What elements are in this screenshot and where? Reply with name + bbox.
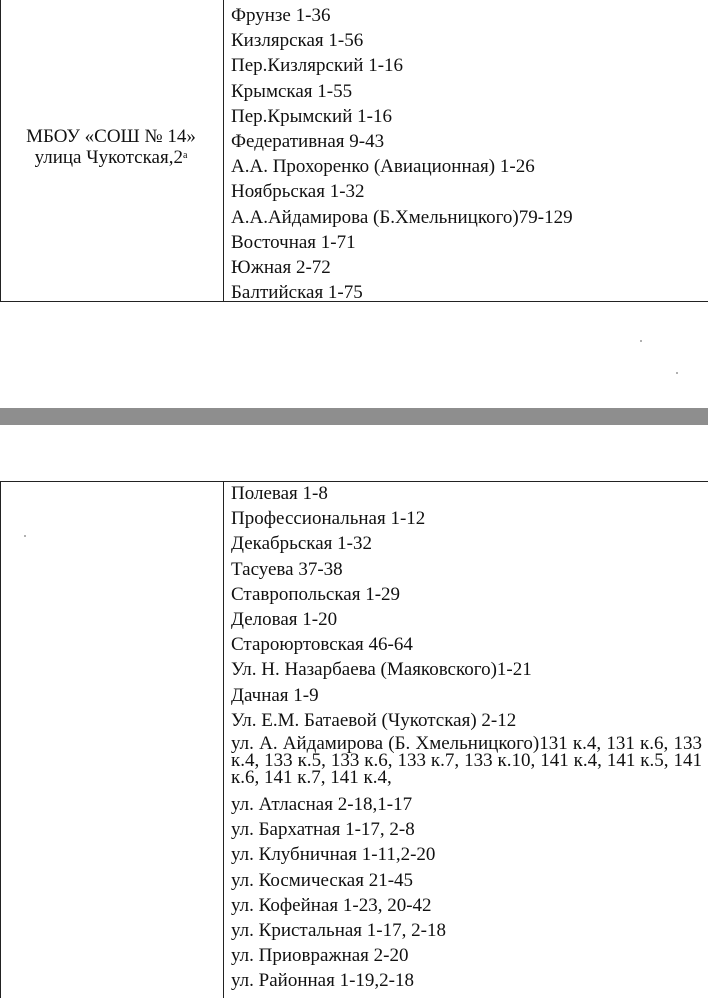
- table-column-divider: [223, 481, 224, 998]
- street-list: [231, 481, 702, 994]
- list-item: Тасуева 37-38: [231, 558, 343, 580]
- list-item: Ул. Е.М. Батаевой (Чукотская) 2-12: [231, 709, 517, 731]
- list-item: Ул. Н. Назарбаева (Маяковского)1-21: [231, 659, 532, 681]
- list-item: Южная 2-72: [231, 257, 331, 279]
- table-border-left: [0, 481, 1, 998]
- list-item: ул. А. Айдамирова (Б. Хмельницкого)131 к.4, 131 к.6, 133 к.4, 133 к.5, 133 к.6, 133 к.7, 133 к.10, 141 к.4, 141 к.5, 141 к.6, 141 к.7, 141 к.4,: [231, 733, 702, 789]
- list-item: А.А. Прохоренко (Авиационная) 1-26: [231, 156, 535, 178]
- list-item: ул. Клубничная 1-11,2-20: [231, 844, 436, 866]
- document-page-2: [0, 425, 708, 998]
- list-item: Крымская 1-55: [231, 80, 353, 102]
- list-item: Дачная 1-9: [231, 684, 319, 706]
- list-item: ул. Космическая 21-45: [231, 869, 414, 891]
- scan-speck: [640, 340, 642, 342]
- list-item: Староюртовская 46-64: [231, 634, 413, 656]
- table-column-divider: [223, 0, 224, 302]
- school-cell: [2, 126, 220, 168]
- list-item: Федеративная 9-43: [231, 131, 385, 153]
- list-item: ул. Атласная 2-18,1-17: [231, 794, 413, 816]
- list-item: Пер.Крымский 1-16: [231, 105, 392, 127]
- scan-speck: [24, 535, 26, 537]
- table-border-left: [0, 0, 1, 302]
- street-list: [231, 3, 702, 305]
- list-item: Кизлярская 1-56: [231, 30, 364, 52]
- page-separator: [0, 408, 708, 425]
- list-item: Пер.Кизлярский 1-16: [231, 55, 404, 77]
- list-item: ул. Бархатная 1-17, 2-8: [231, 819, 415, 841]
- list-item: ул. Приовражная 2-20: [231, 945, 409, 967]
- list-item: Полевая 1-8: [231, 483, 328, 504]
- list-item: Деловая 1-20: [231, 609, 338, 631]
- school-name: МБОУ «СОШ № 14»: [26, 126, 196, 147]
- list-item: ул. Кристальная 1-17, 2-18: [231, 920, 446, 942]
- list-item: Ноябрьская 1-32: [231, 181, 365, 203]
- list-item: Декабрьская 1-32: [231, 533, 372, 555]
- list-item: А.А.Айдамирова (Б.Хмельницкого)79-129: [231, 206, 573, 228]
- list-item: Ставропольская 1-29: [231, 583, 401, 605]
- list-item: Фрунзе 1-36: [231, 5, 331, 26]
- list-item: Восточная 1-71: [231, 231, 356, 253]
- list-item: Балтийская 1-75: [231, 282, 363, 304]
- scan-speck: [676, 372, 678, 374]
- address-superscript: а: [182, 150, 188, 161]
- list-item: Профессиональная 1-12: [231, 508, 426, 530]
- school-address: улица $Чукотская,2^а$: [34, 147, 188, 168]
- document-page-1: [0, 0, 708, 408]
- list-item: ул. Кофейная 1-23, 20-42: [231, 894, 432, 916]
- list-item: ул. Районная 1-19,2-18: [231, 970, 414, 992]
